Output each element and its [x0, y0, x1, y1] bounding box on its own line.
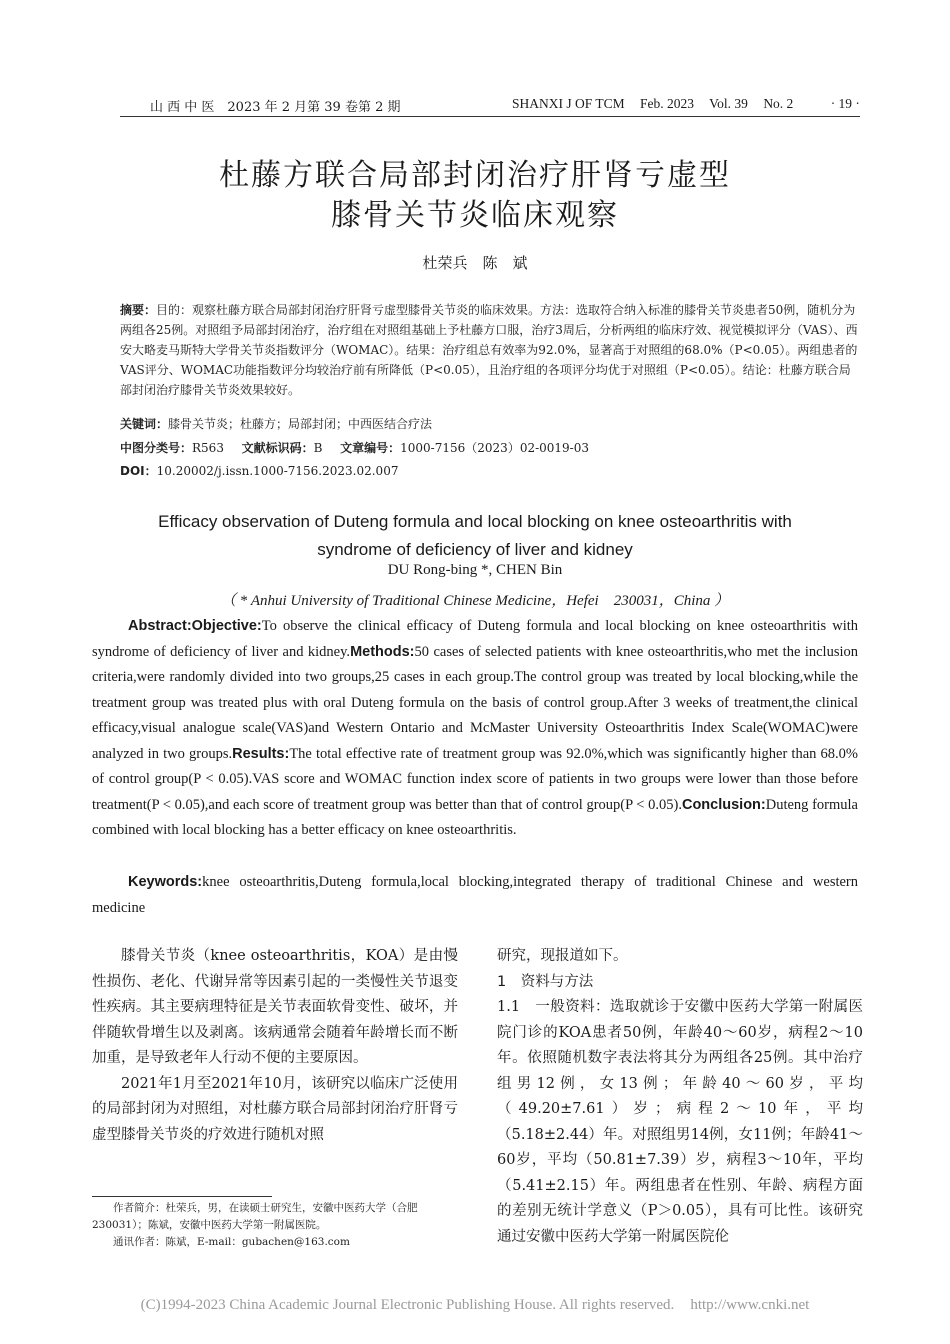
clc-value: R563	[192, 441, 224, 455]
body-left-column	[92, 944, 458, 1148]
cnki-link[interactable]: http://www.cnki.net	[690, 1297, 810, 1313]
objective-label: Objective:	[191, 618, 262, 634]
doc-code-value: B	[313, 441, 323, 455]
en-keywords-text: knee osteoarthritis,Duteng formula,local blocking,integrated therapy of traditional Chinese and western medicine	[92, 874, 858, 916]
body-paragraph-study: 2021年1月至2021年10月，该研究以临床广泛使用的局部封闭为对照组，对杜藤方联合局部封闭治疗肝肾亏虚型膝骨关节炎的疗效进行随机对照	[92, 1075, 458, 1143]
cn-authors: 杜荣兵 陈 斌	[422, 254, 528, 272]
cn-abstract-label: 摘要：	[120, 303, 157, 317]
cn-doi	[120, 461, 860, 481]
copyright-line	[0, 1297, 950, 1314]
methods-text: 50 cases of selected patients with knee osteoarthritis,who met the inclusion criteria,were randomly divided into two groups,25 cases in each group.The control group was treated by local blocking,while the treatment group was treated plus with oral Duteng formula on the basis of control group.After 3 weeks of treatment,the clinical efficacy,visual analogue scale(VAS)and Western Ontario and McMaster University Osteoarthritis Index Scale(WOMAC)were analyzed in two groups.	[92, 643, 858, 762]
section-heading: 1 资料与方法	[497, 973, 594, 990]
cn-keywords-text: 膝骨关节炎；杜藤方；局部封闭；中西医结合疗法	[168, 417, 433, 431]
issue-date: Feb. 2023	[640, 96, 695, 111]
cn-title-line1: 杜藤方联合局部封闭治疗肝肾亏虚型	[219, 158, 731, 193]
conclusion-label: Conclusion:	[681, 796, 766, 813]
cn-abstract	[120, 300, 860, 400]
cn-keywords	[120, 414, 860, 434]
cn-classification	[120, 438, 860, 458]
article-no-label: 文章编号：	[340, 441, 401, 455]
en-authors: DU Rong-bing *, CHEN Bin	[387, 562, 563, 578]
results-text: The total effective rate of treatment group was 92.0%,which was significantly higher than 68.0% of control group(P < 0.05).VAS score and WOMAC function index score of patients in two groups were lower than those before treatment(P < 0.05),and each score of treatment group was better than that of control group(P < 0.05).	[92, 745, 858, 813]
running-head-journal-en	[512, 96, 860, 112]
en-abstract-label: Abstract:	[128, 618, 192, 634]
objective-text: To observe the clinical efficacy of Duteng formula and local blocking on knee osteoarthritis with syndrome of deficiency of liver and kidney.	[92, 618, 858, 660]
body-paragraph-continued: 研究，现报道如下。	[497, 948, 628, 964]
footnote-corresponding: 通讯作者：陈斌，E-mail：gubachen@163.com	[113, 1236, 350, 1248]
running-head	[120, 94, 860, 117]
cn-title	[0, 156, 950, 236]
article-no-value: 1000-7156（2023）02-0019-03	[400, 441, 590, 455]
doc-code-label: 文献标识码：	[241, 441, 314, 455]
cn-keywords-label: 关键词：	[120, 417, 169, 431]
body-right-column	[497, 944, 863, 1250]
running-head-journal-cn: 山 西 中 医 2023 年 2 月第 39 卷第 2 期	[150, 100, 401, 115]
journal-name: SHANXI J OF TCM	[512, 96, 625, 111]
body-paragraph-general-data: 1.1 一般资料：选取就诊于安徽中医药大学第一附属医院门诊的KOA患者50例，年龄40～60岁，病程2～10年。依照随机数字表法将其分为两组各25例。其中治疗组男12例，女13例；年龄40～60岁，平均（49.20±7.61）岁；病程2～10年，平均（5.18±2.44）年。对照组男14例，女11例；年龄41～60岁，平均（50.81±7.39）岁，病程3～10年，平均（5.41±2.15）年。两组患者在性别、年龄、病程方面的差别无统计学意义（P＞0.05），具有可比性。该研究通过安徽中医药大学第一附属医院伦	[497, 999, 863, 1245]
results-label: Results:	[232, 745, 290, 762]
issue-number: No. 2	[763, 96, 794, 111]
volume: Vol. 39	[709, 96, 748, 111]
footnote-author-intro: 作者简介：杜荣兵，男，在读硕士研究生，安徽中医药大学（合肥230031）；陈斌，安徽中医药大学第一附属医院。	[92, 1202, 418, 1231]
en-abstract	[92, 614, 858, 844]
cn-abstract-text: 目的：观察杜藤方联合局部封闭治疗肝肾亏虚型膝骨关节炎的临床效果。方法：选取符合纳入标准的膝骨关节炎患者50例，随机分为两组各25例。对照组予局部封闭治疗，治疗组在对照组基础上予杜藤方口服，治疗3周后，分析两组的临床疗效、视觉模拟评分（VAS）、西安大略麦马斯特大学骨关节炎指数评分（WOMAC）。结果：治疗组总有效率为92.0%，显著高于对照组的68.0%（P<0.05）。两组患者的VAS评分、WOMAC功能指数评分均较治疗前有所降低（P<0.05），且治疗组的各项评分均优于对照组（P<0.05）。结论：杜藤方联合局部封闭治疗膝骨关节炎效果较好。	[120, 303, 858, 397]
en-affiliation: （ * Anhui University of Traditional Chinese Medicine，Hefei 230031，China ）	[220, 593, 730, 609]
conclusion-text: Duteng formula combined with local blocking has a better efficacy on knee osteoarthritis.	[92, 796, 858, 838]
en-title-line1: Efficacy observation of Duteng formula and local blocking on knee osteoarthritis with	[158, 512, 792, 531]
body-paragraph-intro: 膝骨关节炎（knee osteoarthritis，KOA）是由慢性损伤、老化、代谢异常等因素引起的一类慢性关节退变性疾病。其主要病理特征是关节表面软骨变性、破坏，并伴随软骨增生以及剥离。该病通常会随着年龄增长而不断加重，是导致老年人行动不便的主要原因。	[92, 948, 458, 1066]
footnote-divider	[92, 1196, 272, 1197]
cn-title-line2: 膝骨关节炎临床观察	[331, 198, 619, 233]
en-title	[0, 508, 950, 564]
en-keywords	[92, 870, 858, 921]
doi-value: 10.20002/j.issn.1000-7156.2023.02.007	[156, 464, 399, 478]
clc-label: 中图分类号：	[120, 441, 193, 455]
en-keywords-label: Keywords:	[128, 874, 203, 890]
page-number: · 19 ·	[830, 96, 860, 111]
en-title-line2: syndrome of deficiency of liver and kidney	[317, 540, 633, 559]
copyright-text: (C)1994-2023 China Academic Journal Electronic Publishing House. All rights reserved.	[140, 1297, 675, 1313]
doi-label: DOI：	[120, 464, 157, 478]
footnote	[92, 1200, 464, 1251]
methods-label: Methods:	[350, 643, 415, 660]
